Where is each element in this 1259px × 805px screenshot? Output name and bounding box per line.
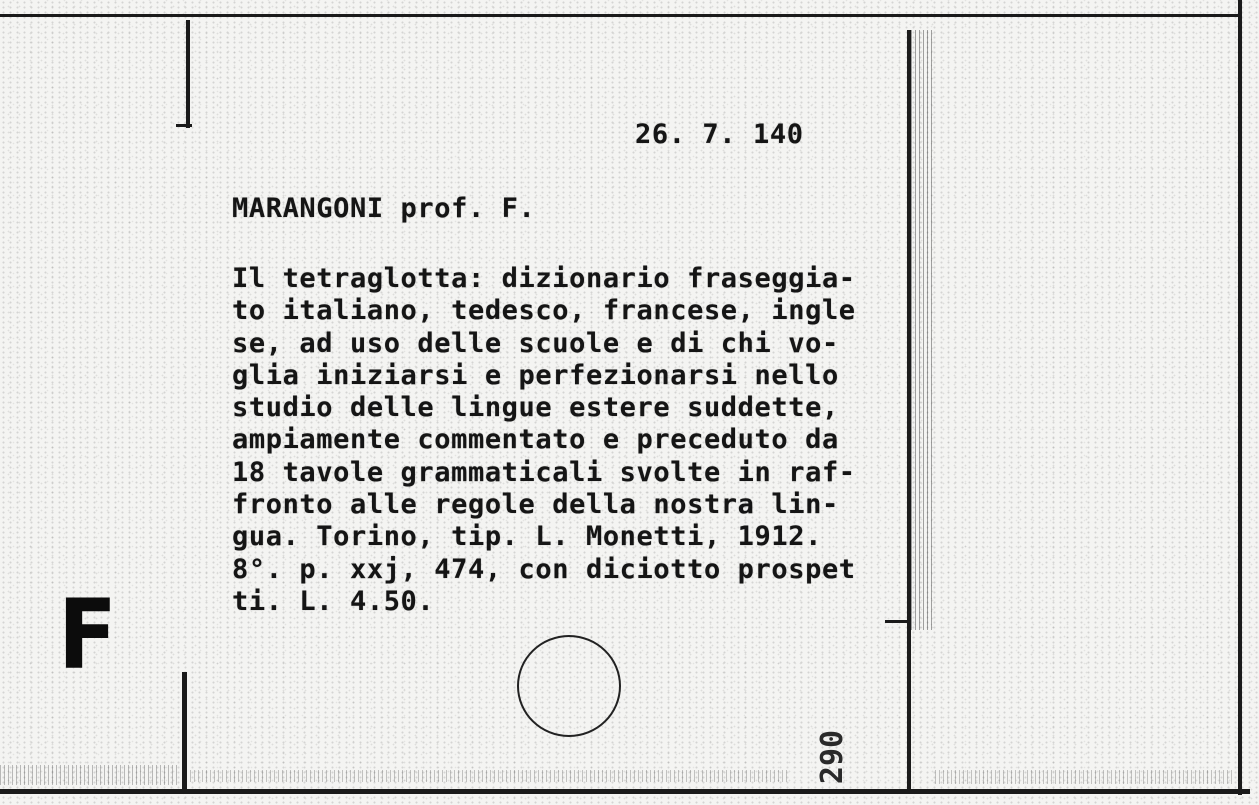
stamp-number: 290 <box>815 729 851 785</box>
left-margin-tick <box>176 124 192 127</box>
lower-right-hatching <box>935 770 1235 784</box>
top-edge-rule <box>0 14 1240 17</box>
entry-line: 8°. p. xxj, 474, con diciotto prospet <box>232 553 856 585</box>
entry-line: to italiano, tedesco, francese, ingle <box>232 295 856 327</box>
entry-line: ampiamente commentato e preceduto da <box>232 424 839 456</box>
card-right-edge <box>1238 0 1242 795</box>
right-margin-bracket <box>885 620 909 623</box>
card-date: 26. 7. 140 <box>635 119 804 150</box>
margin-letter: F <box>58 579 116 691</box>
bottom-edge-hatching <box>190 770 790 782</box>
lower-left-hatching <box>0 765 180 785</box>
left-margin-rule-lower <box>182 672 187 792</box>
bottom-edge-rule <box>0 789 1250 794</box>
entry-line: Il tetraglotta: dizionario fraseggia- <box>232 263 856 294</box>
punch-hole-circle <box>517 635 621 737</box>
entry-line: gua. Torino, tip. L. Monetti, 1912. <box>232 521 822 553</box>
bibliographic-entry <box>232 263 856 618</box>
entry-line: glia iniziarsi e perfezionarsi nello <box>232 359 839 391</box>
author-heading: MARANGONI prof. F. <box>232 193 536 224</box>
entry-line: studio delle lingue estere suddette, <box>232 392 839 424</box>
entry-line: 18 tavole grammaticali svolte in raf- <box>232 456 856 488</box>
entry-line: fronto alle regole della nostra lin- <box>232 489 839 521</box>
entry-line: se, ad uso delle scuole e di chi vo- <box>232 327 839 359</box>
entry-line: ti. L. 4.50. <box>232 585 435 617</box>
left-margin-rule-upper <box>186 20 190 128</box>
right-margin-hatching <box>911 30 935 630</box>
